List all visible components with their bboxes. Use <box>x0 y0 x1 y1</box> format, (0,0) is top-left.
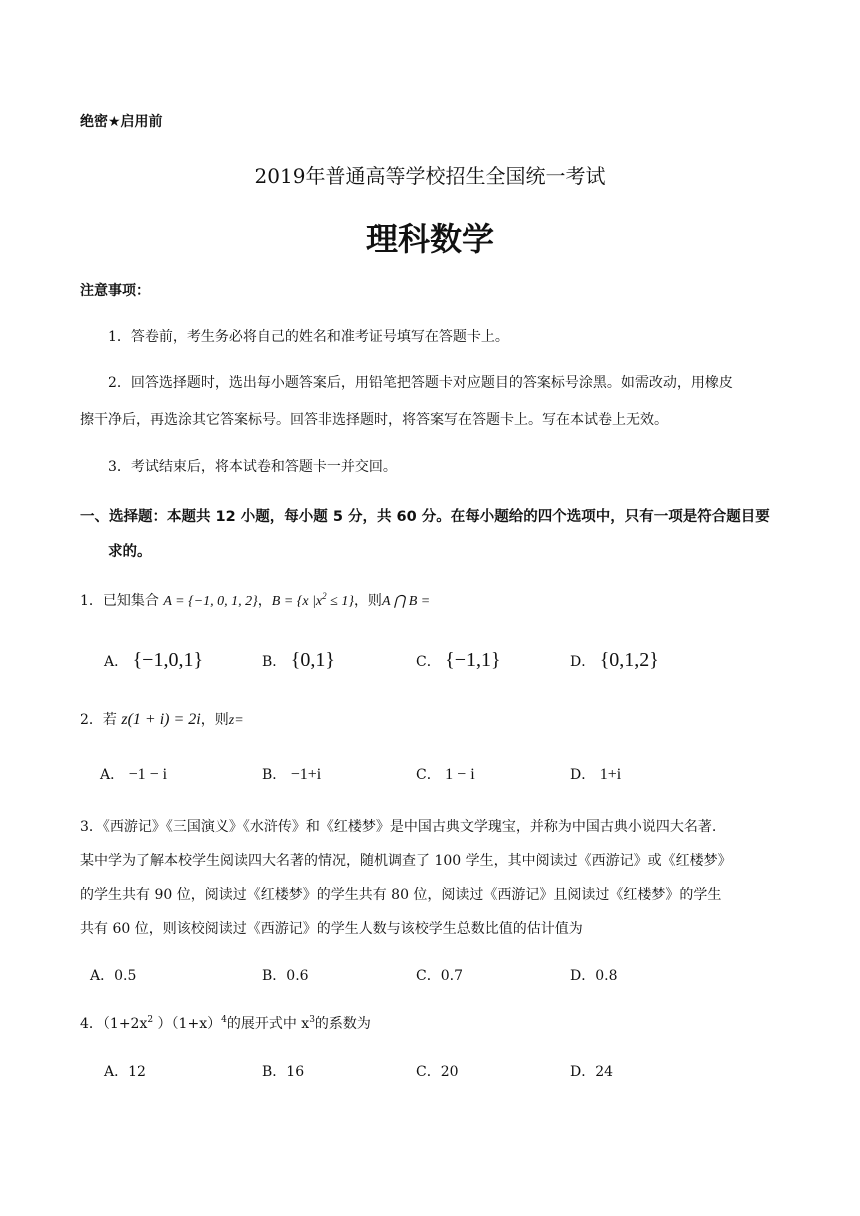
q1-option-b[interactable]: B． {0,1} <box>262 649 335 671</box>
question-number: 3． <box>80 819 103 835</box>
q2-option-b[interactable]: B． −1+i <box>262 766 322 783</box>
q2-option-a[interactable]: A． −1 − i <box>100 766 168 783</box>
q4-option-c[interactable]: C．20 <box>416 1064 459 1080</box>
q1-option-c[interactable]: C． {−1,1} <box>416 649 501 671</box>
question-1 <box>80 590 430 610</box>
q1-option-d[interactable]: D． {0,1,2} <box>570 649 659 671</box>
q2-option-d[interactable]: D． 1+i <box>570 766 622 783</box>
note-1: 1．答卷前，考生务必将自己的姓名和准考证号填写在答题卡上。 <box>108 329 509 345</box>
q2-option-c[interactable]: C． 1 − i <box>416 766 475 783</box>
question-text: 若 <box>102 712 117 728</box>
question-number: 1． <box>80 593 103 609</box>
question-3-line-2: 某中学为了解本校学生阅读四大名著的情况，随机调查了 100 学生，其中阅读过《西游记》或《红楼梦》 <box>80 853 732 869</box>
question-3-line-4: 共有 60 位，则该校阅读过《西游记》的学生人数与该校学生总数比值的估计值为 <box>80 921 583 937</box>
q4-option-d[interactable]: D．24 <box>570 1064 614 1080</box>
question-3-line-3: 的学生共有 90 位，阅读过《红楼梦》的学生共有 80 位，阅读过《西游记》且阅读过《红楼梦》的学生 <box>80 887 722 903</box>
section-1-heading-line-1: 一、选择题：本题共 12 小题，每小题 5 分，共 60 分。在每小题给的四个选项中，只有一项是符合题目要 <box>80 509 770 525</box>
q4-option-a[interactable]: A．12 <box>104 1064 146 1080</box>
q4-option-b[interactable]: B．16 <box>262 1064 305 1080</box>
question-number: 2． <box>80 712 103 728</box>
question-text: ，则 <box>353 593 382 609</box>
question-4: 4．（$1+2x^2$ ）$(1+x)^4$的展开式中 $x^3$的系数为 <box>80 1015 371 1032</box>
q3-option-d[interactable]: D．0.8 <box>570 968 618 984</box>
intersection-expression: A ⋂ B = <box>381 594 431 609</box>
q3-option-c[interactable]: C．0.7 <box>416 968 463 984</box>
q1-option-a[interactable]: A． {−1,0,1} <box>104 649 204 671</box>
equation: z(1 + i) = 2i <box>121 711 201 728</box>
secret-label: 绝密★启用前 <box>80 114 163 130</box>
question-text: 已知集合 <box>102 593 159 609</box>
question-number: 4． <box>80 1016 103 1032</box>
subject-title: 理科数学 <box>365 220 494 258</box>
notes-heading: 注意事项： <box>80 283 150 299</box>
question-3-line-1: 3．《西游记》《三国演义》《水浒传》和《红楼梦》是中国古典文学瑰宝，并称为中国古典小说四大名著. <box>80 819 717 835</box>
set-a-expression: A = {−1, 0, 1, 2} <box>163 594 258 609</box>
note-3: 3．考试结束后，将本试卷和答题卡一并交回。 <box>108 459 397 475</box>
note-2-line-1: 2．回答选择题时，选出每小题答案后，用铅笔把答题卡对应题目的答案标号涂黑。如需改动，用橡皮 <box>108 375 733 391</box>
q3-option-b[interactable]: B．0.6 <box>262 968 309 984</box>
set-b-expression: B = {x $|x^2 \le 1$} <box>271 591 354 609</box>
separator: ， <box>257 593 272 609</box>
question-text: ，则 <box>200 712 229 728</box>
note-2-line-2: 擦干净后，再选涂其它答案标号。回答非选择题时，将答案写在答题卡上。写在本试卷上无效。 <box>80 412 668 428</box>
section-1-heading-line-2: 求的。 <box>108 544 152 560</box>
unknown-z: z= <box>228 713 244 728</box>
question-2 <box>80 709 244 729</box>
exam-title: 2019年普通高等学校招生全国统一考试 <box>254 164 606 188</box>
q3-option-a[interactable]: A．0.5 <box>90 968 137 984</box>
